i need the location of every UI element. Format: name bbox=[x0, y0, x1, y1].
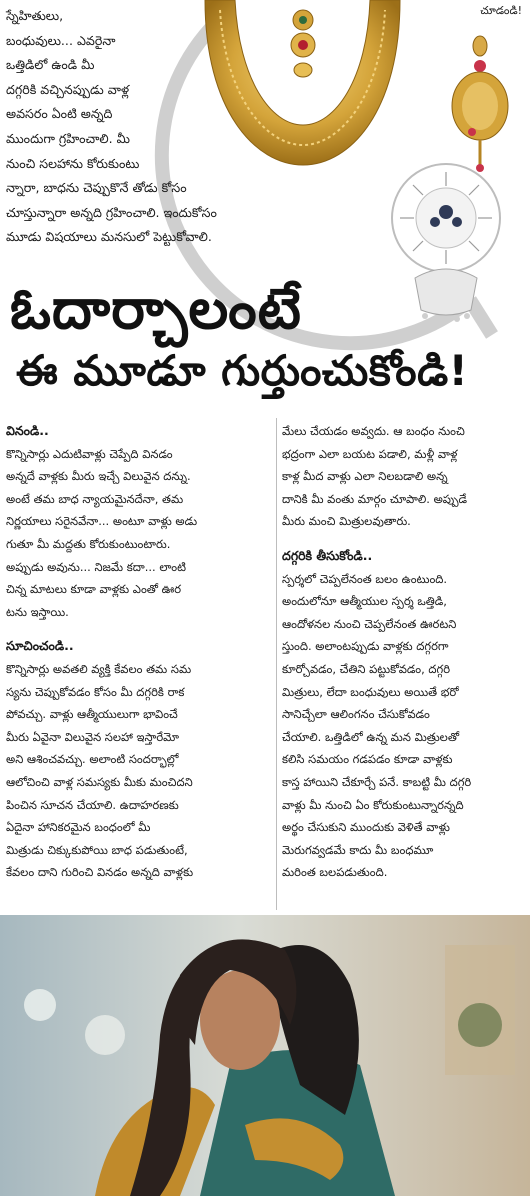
body-line: పించిన సూచన చేయాలి. ఉదాహరణకు bbox=[6, 797, 179, 812]
section-body-suggest bbox=[6, 658, 274, 884]
body-line: అన్నదే వాళ్లకు మీరు ఇచ్చే విలువైన దన్ను. bbox=[6, 469, 191, 484]
body-line: ఏదైనా హానికరమైన బంధంలో మీ bbox=[6, 820, 151, 835]
body-line: టను ఇస్తాయి. bbox=[6, 604, 69, 619]
intro-line: నుంచి సలహాను కోరుకుంటు bbox=[6, 155, 140, 171]
body-line: అందులోనూ ఆత్మీయుల స్పర్శ ఒత్తిడి, bbox=[282, 594, 447, 609]
section-body-embrace bbox=[282, 568, 528, 884]
body-line: నిర్ణయాలు సరైనవేనా... అంటూ వాళ్లు అడు bbox=[6, 514, 198, 529]
body-line: పోవచ్చు. వాళ్లు ఆత్మీయులుగా భావించే bbox=[6, 707, 178, 722]
body-line: దానికి మీ వంతు మార్గం చూపాలి. అప్పుడే bbox=[282, 491, 468, 506]
body-line: చేయాలి. ఒత్తిడిలో ఉన్న మన మిత్రులతో bbox=[282, 729, 460, 744]
body-line: వాళ్లు మీ నుంచి ఏం కోరుకుంటున్నారన్నది bbox=[282, 797, 464, 812]
section-body-listen bbox=[6, 443, 274, 624]
body-line: మేలు చేయడం అవ్వదు. ఆ బంధం నుంచి bbox=[282, 424, 465, 438]
headline-line-2: ఈ మూడూ గుర్తుంచుకోండి! bbox=[16, 346, 469, 395]
body-line: కలిసి సమయం గడపడం కూడా వాళ్లకు bbox=[282, 752, 453, 767]
body-line: కూర్చోవడం, చేతిని పట్టుకోవడం, దగ్గరి bbox=[282, 661, 451, 676]
headline-line-1: ఓదార్చాలంటే bbox=[10, 277, 302, 342]
body-line: సానిచ్చేలా ఆలింగనం చేసుకోవడం bbox=[282, 707, 430, 722]
body-line: మెరుగవ్వడమే కాదు మీ బంధమూ bbox=[282, 842, 434, 857]
body-line: మీరు మంచి మిత్రులవుతారు. bbox=[282, 514, 411, 529]
gold-pendant-image bbox=[430, 28, 530, 173]
body-line: ఆలోచించి వాళ్ల సమస్యకు మీకు మంచిదని bbox=[6, 774, 193, 789]
body-line: ఆందోళనల నుంచి చెప్పలేనంత ఊరటని bbox=[282, 616, 457, 631]
intro-line: చూస్తున్నారా అన్నది గ్రహించాలి. ఇందుకోసం bbox=[6, 204, 217, 220]
intro-line: అవసరం ఏంటి అన్నది bbox=[6, 106, 113, 122]
body-line: మిత్రుడు చిక్కుకుపోయి బాధ పడుతుంటే, bbox=[6, 842, 188, 857]
body-line: మరింత బలపడుతుంది. bbox=[282, 865, 388, 880]
body-line: అప్పుడు అవును... నిజమే కదా... లాంటి bbox=[6, 559, 186, 574]
body-line: కేవలం దాని గురించి వినడం అన్నది వాళ్లకు bbox=[6, 865, 194, 880]
article-right-column bbox=[282, 420, 528, 884]
intro-line: మూడు విషయాలు మనసులో పెట్టుకోవాలి. bbox=[6, 229, 212, 245]
body-line: అర్థం చేసుకుని ముందుకు వెళితే వాళ్లు bbox=[282, 820, 450, 835]
intro-line: స్నేహితులు, bbox=[6, 8, 64, 23]
intro-line: న్నారా, బాధను చెప్పుకొనే తోడు కోసం bbox=[6, 180, 187, 196]
body-line: భద్రంగా ఎలా బయట పడాలి, మళ్లీ వాళ్ల bbox=[282, 446, 458, 461]
section-heading-embrace: దగ్గరికి తీసుకోండి.. bbox=[282, 547, 373, 563]
body-line: అంటే తమ బాధ న్యాయమైనదేనా, తమ bbox=[6, 491, 184, 506]
image-caption: చూడండి! bbox=[480, 4, 522, 17]
intro-line: ముందుగా గ్రహించాలి. మీ bbox=[6, 130, 130, 146]
body-line: కాస్త హాయిని చేకూర్చే పనే. కాబట్టి మీ దగ్గరి bbox=[282, 774, 472, 789]
gold-necklace-image bbox=[195, 0, 410, 170]
body-line: కొన్నిసార్లు ఎదుటివాళ్లు చెప్పేది వినడం bbox=[6, 446, 173, 461]
silver-earring-image bbox=[375, 160, 517, 330]
intro-line: దగ్గరికి వచ్చినప్పుడు వాళ్ల bbox=[6, 81, 130, 97]
section-heading-suggest: సూచించండి.. bbox=[6, 638, 74, 654]
body-line: గుతూ మీ మద్దతు కోరుకుంటుంటారు. bbox=[6, 536, 171, 551]
article-left-column bbox=[6, 420, 274, 884]
section-body-continued bbox=[282, 420, 528, 533]
intro-line: ఒత్తిడిలో ఉండి మీ bbox=[6, 57, 95, 73]
body-line: స్తుంది. అలాంటప్పుడు వాళ్లకు దగ్గరగా bbox=[282, 639, 449, 654]
body-line: మిత్రులు, లేదా బంధువులు అయితే భరో bbox=[282, 684, 459, 699]
body-line: చిన్న మాటలు కూడా వాళ్లకు ఎంతో ఊర bbox=[6, 582, 182, 597]
body-line: కాళ్ల మీద వాళ్లు ఎలా నిలబడాలి అన్న bbox=[282, 469, 448, 484]
column-divider bbox=[276, 418, 277, 910]
body-line: అని ఆశించవచ్చు. అలాంటి సందర్భాల్లో bbox=[6, 752, 179, 767]
section-heading-listen: వినండి.. bbox=[6, 423, 49, 438]
body-line: కొన్నిసార్లు అవతలి వ్యక్తి కేవలం తమ సమ bbox=[6, 661, 192, 676]
intro-line: బంధువులు... ఎవరైనా bbox=[6, 32, 116, 48]
hug-photo bbox=[0, 915, 530, 1196]
body-line: స్యను చెప్పుకోవడం కోసం మీ దగ్గరికి రాక bbox=[6, 684, 185, 699]
body-line: స్పర్శలో చెప్పలేనంత బలం ఉంటుంది. bbox=[282, 571, 448, 586]
body-line: మీరు ఏవైనా విలువైన సలహా ఇస్తారేమో bbox=[6, 729, 180, 744]
